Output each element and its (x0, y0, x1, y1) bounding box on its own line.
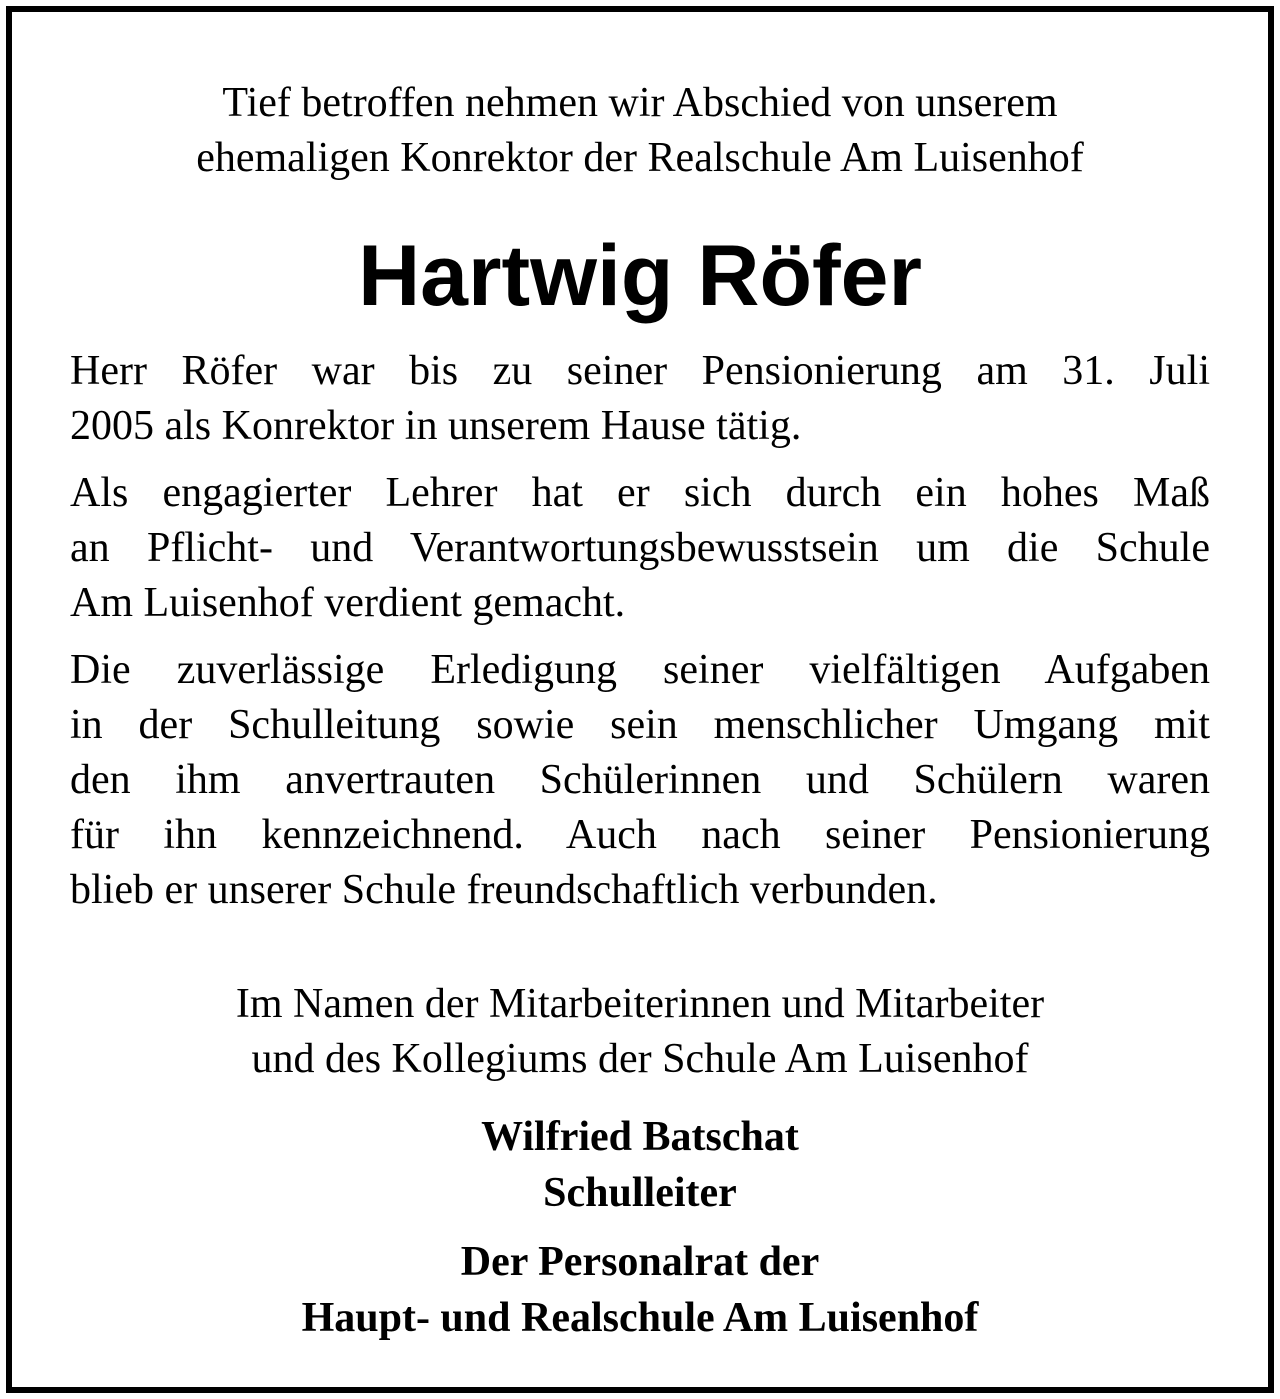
signer-name: Wilfried Batschat (481, 1114, 799, 1160)
paragraph-retirement (70, 344, 1210, 454)
signer-line: Der Personalrat der (460, 1239, 820, 1285)
intro-line: ehemaligen Konrektor der Realschule Am Luisenhof (196, 135, 1084, 181)
closing-line: und des Kollegiums der Schule Am Luisenhof (251, 1036, 1029, 1082)
signer-role: Schulleiter (543, 1170, 737, 1216)
body-line: den ihm anvertrauten Schülerinnen und Schülern waren (70, 757, 1210, 803)
signer-staff-council (12, 1234, 1268, 1346)
body-line: blieb er unserer Schule freundschaftlich verbunden. (70, 867, 938, 913)
body-line: Als engagierter Lehrer hat er sich durch ein hohes Maß (70, 470, 1210, 516)
deceased-name: Hartwig Röfer (358, 228, 922, 324)
intro-line: Tief betroffen nehmen wir Abschied von unserem (222, 80, 1058, 126)
body-line: in der Schulleitung sowie sein menschlicher Umgang mit (70, 702, 1210, 748)
paragraph-dedication (70, 466, 1210, 631)
body-line: Die zuverlässige Erledigung seiner vielfältigen Aufgaben (70, 647, 1210, 693)
body-line: Am Luisenhof verdient gemacht. (70, 580, 626, 626)
body-line: 2005 als Konrektor in unserem Hause tätig. (70, 403, 802, 449)
paragraph-character (70, 643, 1210, 918)
signer-line: Haupt- und Realschule Am Luisenhof (301, 1295, 979, 1341)
closing-text (12, 977, 1268, 1087)
notice-body (70, 344, 1210, 930)
signer-principal (12, 1109, 1268, 1221)
body-line: für ihn kennzeichnend. Auch nach seiner Pensionierung (70, 812, 1210, 858)
body-line: Herr Röfer war bis zu seiner Pensionierung am 31. Juli (70, 348, 1210, 394)
notice-frame (6, 6, 1274, 1393)
body-line: an Pflicht- und Verantwortungsbewusstsein um die Schule (70, 525, 1210, 571)
intro-text (12, 76, 1268, 186)
closing-line: Im Namen der Mitarbeiterinnen und Mitarbeiter (235, 981, 1045, 1027)
